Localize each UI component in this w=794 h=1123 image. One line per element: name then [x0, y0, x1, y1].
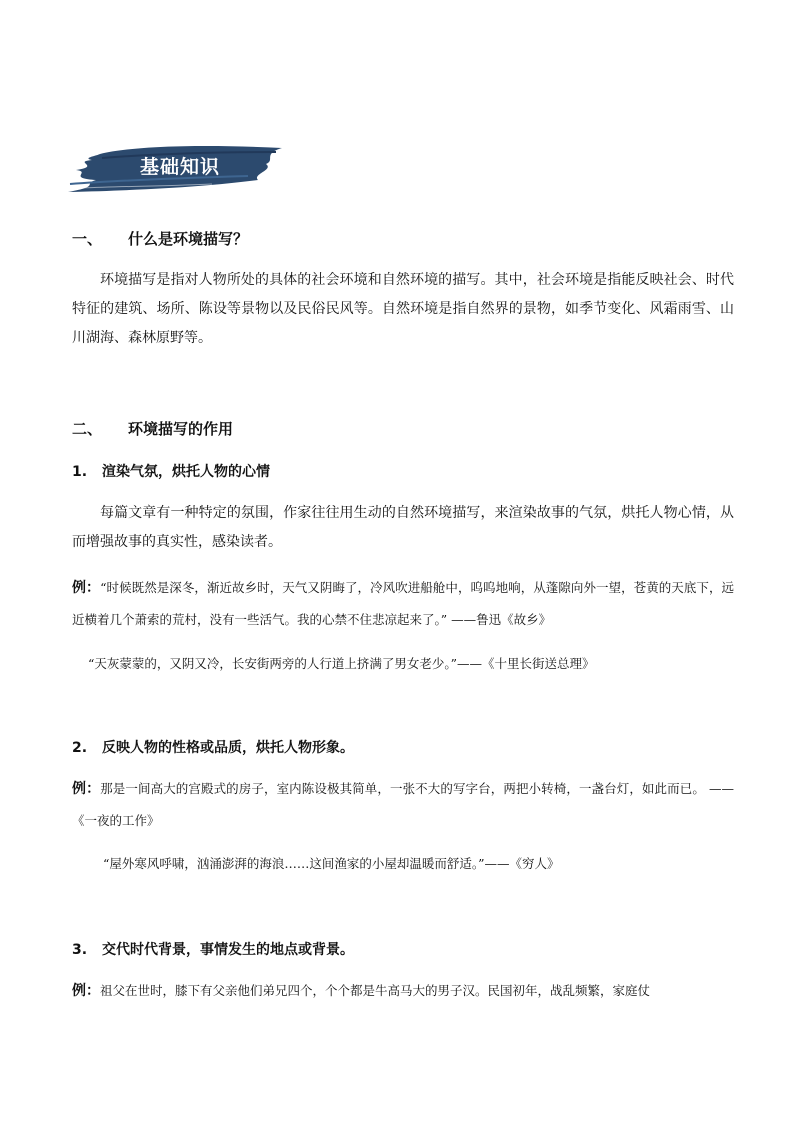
example-block-2: [72, 773, 734, 836]
point-number: 2.: [72, 740, 88, 756]
point-number: 1.: [72, 464, 88, 480]
section-heading-2: [72, 418, 233, 439]
example-text: “时候既然是深冬，渐近故乡时，天气又阴晦了，冷风吹进船舱中，呜呜地响，从蓬隙向外一望，苍黄的天底下，远近横着几个萧索的荒村，没有一些活气。我的心禁不住悲凉起来了。” ——鲁迅《故乡》: [72, 580, 734, 627]
definition-paragraph: 环境描写是指对人物所处的具体的社会环境和自然环境的描写。其中，社会环境是指能反映社会、时代特征的建筑、场所、陈设等景物以及民俗民风等。自然环境是指自然界的景物，如季节变化、风霜雨雪、山川湖海、森林原野等。: [72, 272, 734, 346]
point-1-paragraph: 每篇文章有一种特定的氛围，作家往往用生动的自然环境描写，来渲染故事的气氛，烘托人物心情，从而增强故事的真实性，感染读者。: [72, 505, 734, 550]
point-title: 渲染气氛，烘托人物的心情: [102, 464, 270, 480]
quote-1: “天灰蒙蒙的，又阴又冷，长安街两旁的人行道上挤满了男女老少。”——《十里长街送总理》: [88, 656, 595, 671]
example-text: 那是一间高大的宫殿式的房子，室内陈设极其简单，一张不大的写字台，两把小转椅，一盏台灯，如此而已。 ——《一夜的工作》: [72, 781, 734, 828]
example-text: 祖父在世时，膝下有父亲他们弟兄四个，个个都是牛高马大的男子汉。民国初年，战乱频繁，家庭仗: [100, 983, 651, 998]
point-heading-3: [72, 939, 354, 959]
point-heading-2: [72, 737, 354, 757]
example-label: 例：: [72, 983, 100, 999]
point-heading-1: [72, 461, 270, 481]
section-heading-1: [72, 228, 248, 249]
example-block-3: [72, 975, 734, 1007]
example-block-1: [72, 572, 734, 635]
section-number: 二、: [72, 420, 103, 438]
section-title: 环境描写的作用: [128, 420, 234, 438]
point-title: 交代时代背景，事情发生的地点或背景。: [102, 942, 354, 958]
quote-2: “屋外寒风呼啸，汹涌澎湃的海浪……这间渔家的小屋却温暖而舒适。”——《穷人》: [103, 856, 560, 871]
banner-title: 基础知识: [140, 156, 221, 178]
section-number: 一、: [72, 230, 103, 248]
section-banner: [62, 140, 284, 196]
example-label: 例：: [72, 580, 101, 596]
point-number: 3.: [72, 942, 88, 958]
point-title: 反映人物的性格或品质，烘托人物形象。: [102, 740, 354, 756]
example-label: 例：: [72, 781, 101, 797]
section-title: 什么是环境描写？: [128, 230, 249, 248]
